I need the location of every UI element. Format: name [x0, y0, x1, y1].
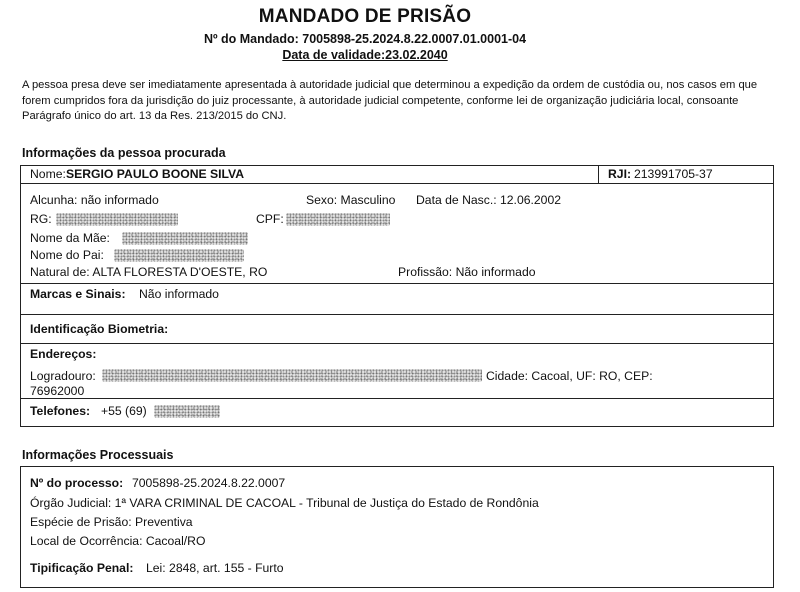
- penal-label: Tipificação Penal:: [30, 561, 134, 575]
- process-number-value: 7005898-25.2024.8.22.0007: [132, 476, 286, 490]
- name-value: SERGIO PAULO BOONE SILVA: [66, 167, 245, 181]
- rg-label: RG:: [30, 212, 52, 226]
- occurrence-location: Local de Ocorrência: Cacoal/RO: [30, 534, 206, 548]
- sex: Sexo: Masculino: [306, 193, 396, 207]
- divider: [20, 343, 774, 344]
- divider: [20, 183, 774, 184]
- marks-value: Não informado: [139, 287, 219, 301]
- birth-date: Data de Nasc.: 12.06.2002: [416, 193, 561, 207]
- cpf-label: CPF:: [256, 212, 284, 226]
- alias: Alcunha: não informado: [30, 193, 159, 207]
- street-label: Logradouro:: [30, 369, 96, 383]
- father-label: Nome do Pai:: [30, 248, 104, 262]
- biometrics-label: Identificação Biometria:: [30, 322, 169, 336]
- marks-label: Marcas e Sinais:: [30, 287, 126, 301]
- cpf-redacted: [286, 213, 390, 226]
- divider: [598, 165, 599, 183]
- mother-redacted: [122, 232, 248, 245]
- divider: [20, 398, 774, 399]
- divider: [20, 283, 774, 284]
- phone-prefix: +55 (69): [101, 404, 147, 418]
- process-number-label: Nº do processo:: [30, 476, 124, 490]
- name-label: Nome:: [30, 167, 66, 181]
- phones-label: Telefones:: [30, 404, 91, 418]
- phone-redacted: [154, 405, 220, 418]
- addresses-label: Endereços:: [30, 347, 97, 361]
- birthplace: Natural de: ALTA FLORESTA D'OESTE, RO: [30, 265, 268, 279]
- father-redacted: [114, 249, 244, 262]
- rji-label: RJI:: [608, 167, 632, 181]
- rg-redacted: [56, 213, 178, 226]
- document-title: MANDADO DE PRISÃO: [258, 6, 472, 27]
- court: Órgão Judicial: 1ª VARA CRIMINAL DE CACOAL - Tribunal de Justiça do Estado de Rondônia: [30, 496, 539, 510]
- rji-value: 213991705-37: [634, 167, 713, 181]
- process-section-title: Informações Processuais: [22, 448, 174, 462]
- cep-value: 76962000: [30, 384, 85, 398]
- city-line: Cidade: Cacoal, UF: RO, CEP:: [486, 369, 653, 383]
- warrant-number: Nº do Mandado: 7005898-25.2024.8.22.0007.01.0001-04: [203, 32, 527, 46]
- mother-label: Nome da Mãe:: [30, 231, 110, 245]
- intro-paragraph: A pessoa presa deve ser imediatamente apresentada à autoridade judicial que determinou a expedição da ordem de custódia ou, nos casos em que forem cumpridos fora da jurisdição do juiz processante, à autoridade judicial competente, conforme lei de organização judiciária local, consoante Parágrafo único do art. 13 da Res. 213/2015 do CNJ.: [22, 79, 758, 122]
- person-section-title: Informações da pessoa procurada: [22, 146, 226, 160]
- arrest-type: Espécie de Prisão: Preventiva: [30, 515, 193, 529]
- divider: [20, 314, 774, 315]
- penal-value: Lei: 2848, art. 155 - Furto: [146, 561, 284, 575]
- profession: Profissão: Não informado: [398, 265, 536, 279]
- validity-date: Data de validade:23.02.2040: [282, 48, 448, 62]
- street-redacted: [102, 369, 482, 382]
